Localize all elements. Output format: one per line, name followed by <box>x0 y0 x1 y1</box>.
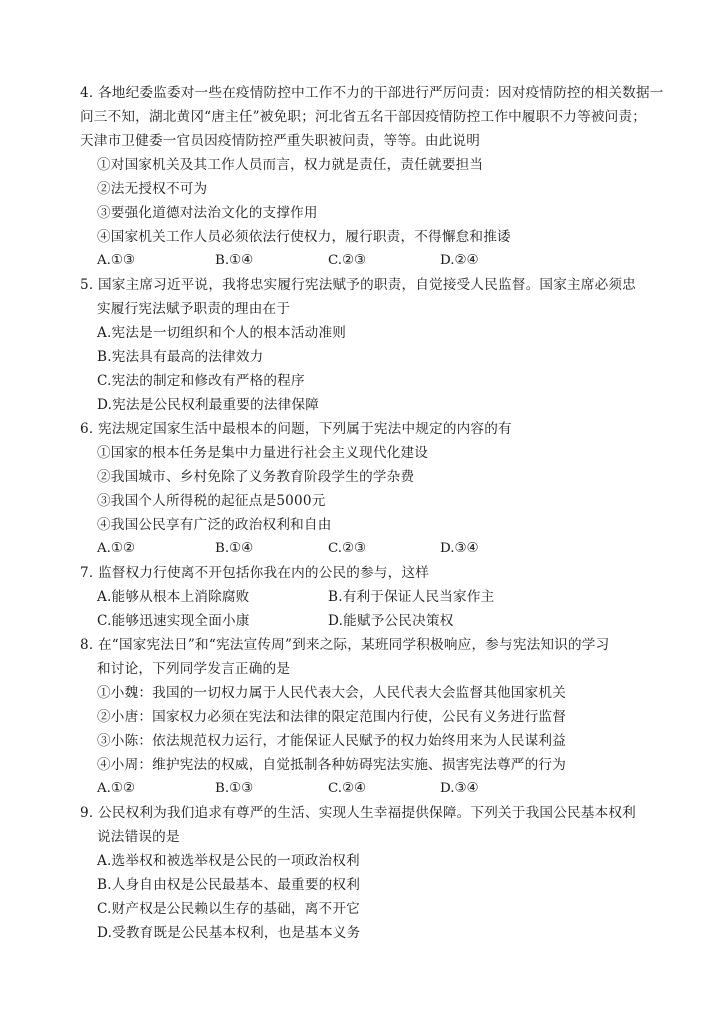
question-4-statement-3: ③要强化道德对法治文化的支撑作用 <box>97 205 318 221</box>
question-5-choice-c: C.宪法的制定和修改有严格的程序 <box>97 373 305 389</box>
question-9-stem-line-1: 公民权利为我们追求有尊严的生活、实现人生幸福提供保障。下列关于我国公民基本权利 <box>98 805 636 821</box>
question-4-statement-1: ①对国家机关及其工作人员而言，权力就是责任，责任就要担当 <box>97 157 484 173</box>
question-5-number: 5． <box>80 277 103 293</box>
question-6-stem-line-1: 宪法规定国家生活中最根本的问题，下列属于宪法中规定的内容的有 <box>98 421 512 437</box>
question-8-number: 8． <box>80 637 103 653</box>
question-6-statement-3: ③我国个人所得税的起征点是5000元 <box>97 493 326 509</box>
question-5-stem-line-2: 实履行宪法赋予职责的理由在于 <box>97 301 291 317</box>
question-9-choice-b: B.人身自由权是公民最基本、最重要的权利 <box>97 877 360 893</box>
question-6-statement-1: ①国家的根本任务是集中力量进行社会主义现代化建设 <box>97 445 429 461</box>
question-6-option-a: A.①② <box>97 541 135 556</box>
question-4-statement-2: ②法无授权不可为 <box>97 181 208 197</box>
question-4-option-a: A.①③ <box>97 253 135 268</box>
question-8-statement-1: ①小魏：我国的一切权力属于人民代表大会，人民代表大会监督其他国家机关 <box>97 685 566 701</box>
question-8-option-d: D.③④ <box>440 781 479 796</box>
question-8-stem-line-2: 和讨论，下列同学发言正确的是 <box>97 661 291 677</box>
question-9-choice-d: D.受教育既是公民基本权利，也是基本义务 <box>97 925 361 941</box>
question-4-option-b: B.①④ <box>215 253 254 268</box>
question-5-choice-b: B.宪法具有最高的法律效力 <box>97 349 264 365</box>
question-8-option-c: C.②④ <box>328 781 367 796</box>
question-4-stem-line-1: 各地纪委监委对一些在疫情防控中工作不力的干部进行严厉问责：因对疫情防控的相关数据一 <box>98 85 664 101</box>
question-7-choice-d: D.能赋予公民决策权 <box>328 613 454 629</box>
question-8-statement-2: ②小唐：国家权力必须在宪法和法律的限定范围内行使，公民有义务进行监督 <box>97 709 566 725</box>
question-7-number: 7． <box>80 565 103 581</box>
question-6-statement-2: ②我国城市、乡村免除了义务教育阶段学生的学杂费 <box>97 469 415 485</box>
question-5-stem-line-1: 国家主席习近平说，我将忠实履行宪法赋予的职责，自觉接受人民监督。国家主席必须忠 <box>98 277 636 293</box>
question-8-statement-4: ④小周：维护宪法的权威，自觉抵制各种妨碍宪法实施、损害宪法尊严的行为 <box>97 757 566 773</box>
question-8-stem-line-1: 在“国家宪法日”和“宪法宣传周”到来之际，某班同学积极响应，参与宪法知识的学习 <box>98 637 610 653</box>
question-4-stem-line-3: 天津市卫健委一官员因疫情防控严重失职被问责，等等。由此说明 <box>80 133 481 149</box>
question-4-option-c: C.②③ <box>328 253 367 268</box>
question-4-statement-4: ④国家机关工作人员必须依法行使权力，履行职责，不得懈怠和推诿 <box>97 229 511 245</box>
question-8-option-a: A.①② <box>97 781 135 796</box>
question-5-choice-d: D.宪法是公民权利最重要的法律保障 <box>97 397 320 413</box>
question-6-number: 6． <box>80 421 103 437</box>
question-9-stem-line-2: 说法错误的是 <box>97 829 180 845</box>
question-9-choice-a: A.选举权和被选举权是公民的一项政治权利 <box>97 853 360 869</box>
question-6-option-c: C.②③ <box>328 541 367 556</box>
question-8-statement-3: ③小陈：依法规范权力运行，才能保证人民赋予的权力始终用来为人民谋利益 <box>97 733 566 749</box>
question-4-option-d: D.②④ <box>440 253 479 268</box>
question-4-stem-line-2: 问三不知，湖北黄冈“唐主任”被免职；河北省五名干部因疫情防控工作中履职不力等被问责； <box>80 109 647 125</box>
question-5-choice-a: A.宪法是一切组织和个人的根本活动准则 <box>97 325 347 341</box>
question-7-stem-line-1: 监督权力行使离不开包括你我在内的公民的参与，这样 <box>98 565 430 581</box>
question-8-option-b: B.①③ <box>215 781 254 796</box>
question-7-choice-a: A.能够从根本上消除腐败 <box>97 589 250 605</box>
question-6-option-d: D.③④ <box>440 541 479 556</box>
question-9-choice-c: C.财产权是公民赖以生存的基础，离不开它 <box>97 901 360 917</box>
question-6-option-b: B.①④ <box>215 541 254 556</box>
question-7-choice-b: B.有利于保证人民当家作主 <box>328 589 495 605</box>
question-6-statement-4: ④我国公民享有广泛的政治权利和自由 <box>97 517 332 533</box>
question-9-number: 9． <box>80 805 103 821</box>
question-4-number: 4． <box>80 85 103 101</box>
question-7-choice-c: C.能够迅速实现全面小康 <box>97 613 250 629</box>
